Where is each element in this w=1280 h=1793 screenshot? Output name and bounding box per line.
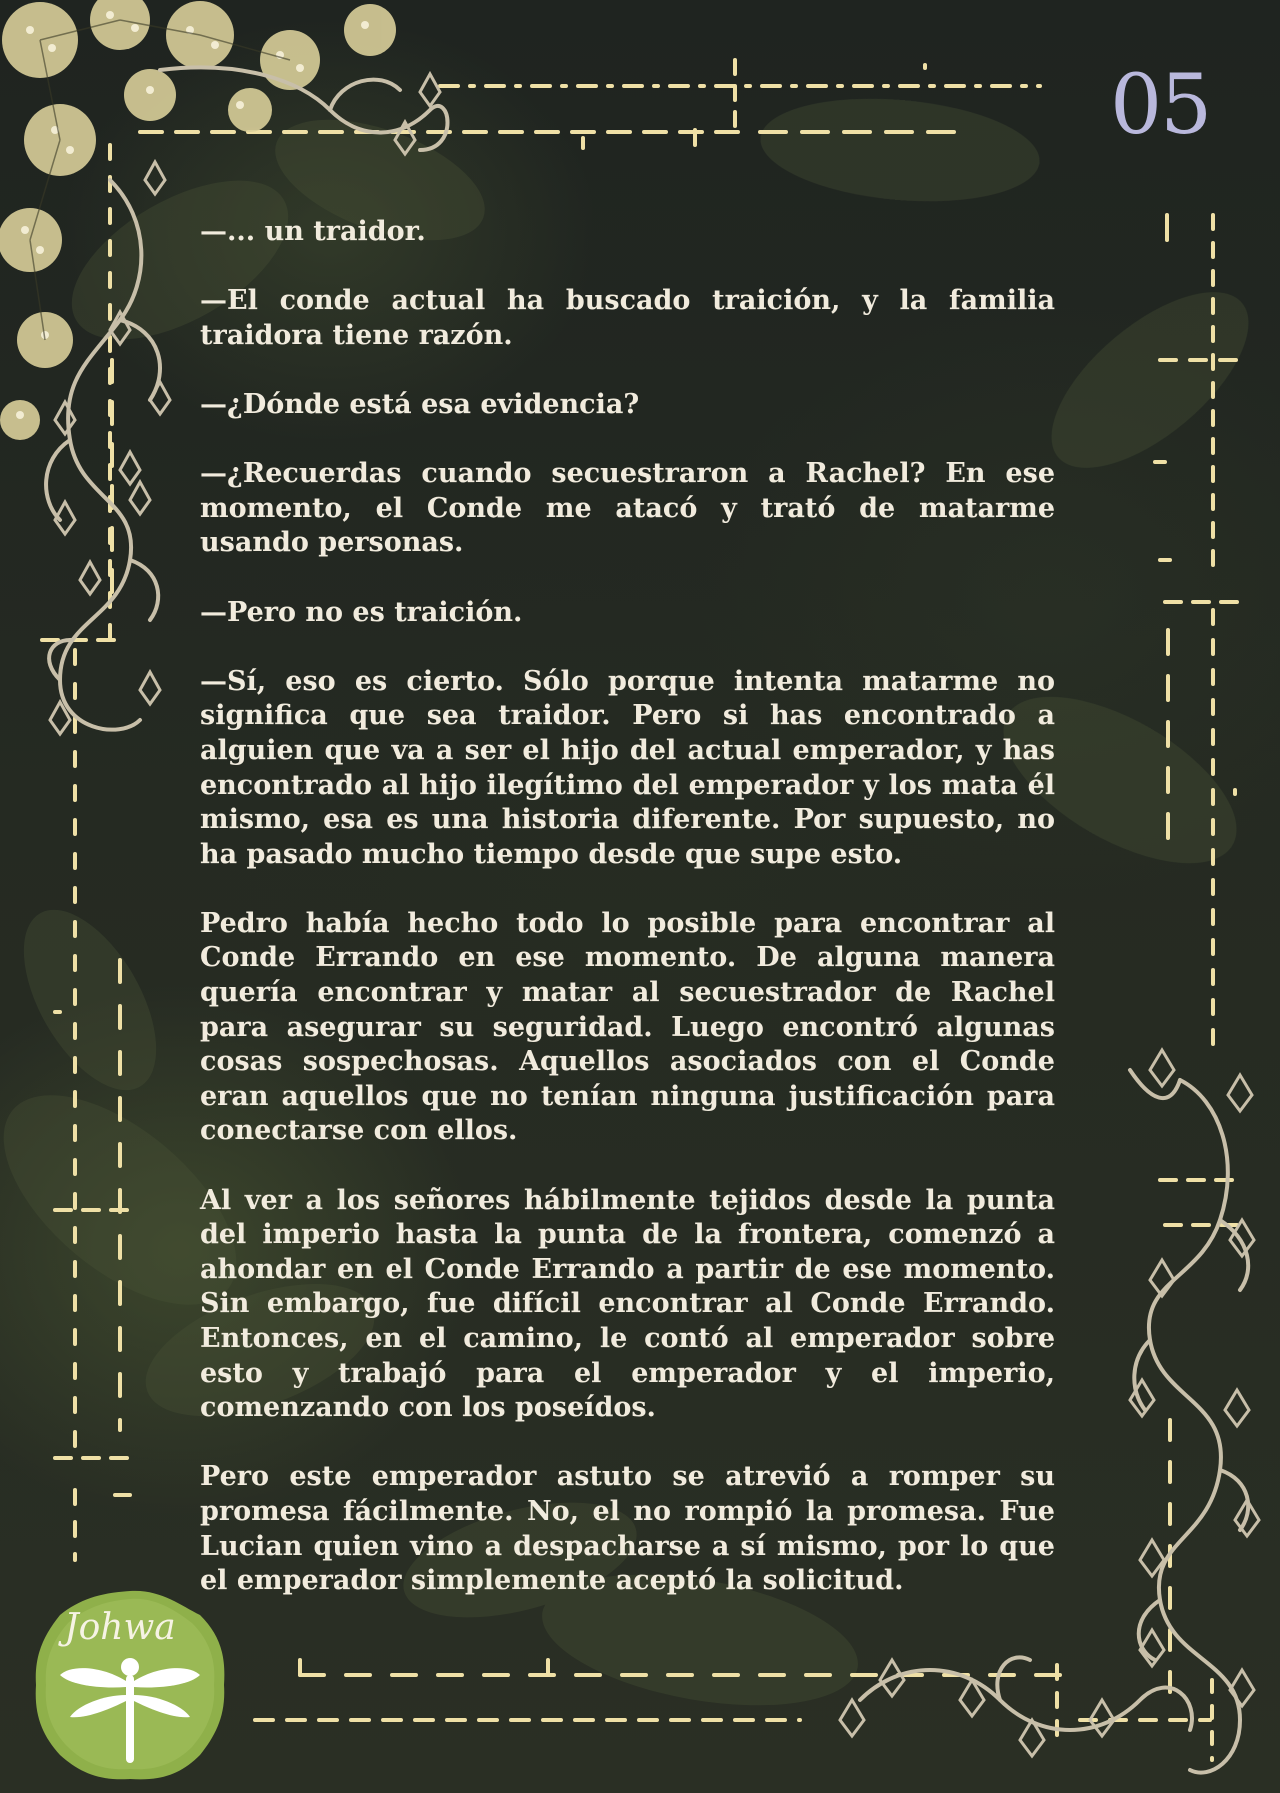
paragraph: Al ver a los señores hábilmente tejidos desde la punta del imperio hasta la punta de la frontera, comenzó a ahondar en el Conde Errando a partir de ese momento. Sin embargo, fue difícil encontrar al Conde Errando. Entonces, en el camino, le contó al emperador sobre esto y trabajó para el emperador y el imperio, comenzando con los poseídos.	[200, 1184, 1055, 1424]
page-number: 05	[1110, 58, 1211, 153]
paragraph: Pero este emperador astuto se atrevió a romper su promesa fácilmente. No, el no rompió la promesa. Fue Lucian quien vino a despacharse a sí mismo, por lo que el emperador simplemente aceptó la solicitud.	[200, 1461, 1055, 1597]
johwa-logo	[30, 1585, 230, 1785]
paragraph: —¿Recuerdas cuando secuestraron a Rachel? En ese momento, el Conde me atacó y trató de matarme usando personas.	[200, 458, 1055, 559]
paragraph: —... un traidor.	[200, 216, 426, 247]
text-body	[200, 215, 1055, 1599]
paragraph: —Sí, eso es cierto. Sólo porque intenta matarme no significa que sea traidor. Pero si has encontrado a alguien que va a ser el hijo del actual emperador, y has encontrado al hijo ilegítimo del emperador y los mata él mismo, esa es una historia diferente. Por supuesto, no ha pasado mucho tiempo desde que supe esto.	[200, 665, 1055, 870]
logo-text: Johwa	[64, 1607, 176, 1648]
paragraph: —El conde actual ha buscado traición, y la familia traidora tiene razón.	[200, 285, 1055, 351]
paragraph: Pedro había hecho todo lo posible para encontrar al Conde Errando en ese momento. De alguna manera quería encontrar y matar al secuestrador de Rachel para asegurar su seguridad. Luego encontró algunas cosas sospechosas. Aquellos asociados con el Conde eran aquellos que no tenían ninguna justificación para conectarse con ellos.	[200, 907, 1055, 1147]
paragraph: —Pero no es traición.	[200, 596, 523, 628]
paragraph: —¿Dónde está esa evidencia?	[200, 388, 640, 420]
